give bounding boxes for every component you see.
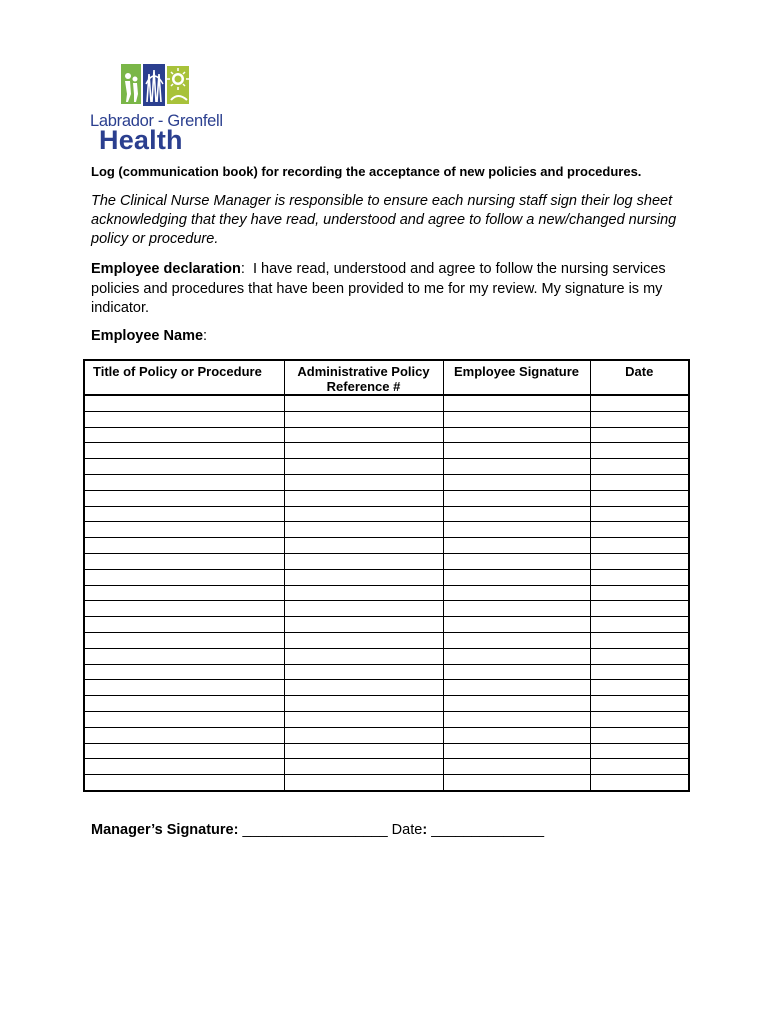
- title-cell[interactable]: [84, 506, 284, 522]
- signature-cell[interactable]: [443, 632, 590, 648]
- title-cell[interactable]: [84, 727, 284, 743]
- signature-cell[interactable]: [443, 427, 590, 443]
- date-cell[interactable]: [590, 617, 689, 633]
- signature-cell[interactable]: [443, 775, 590, 791]
- signature-cell[interactable]: [443, 474, 590, 490]
- organization-logo: [88, 60, 233, 155]
- date-cell[interactable]: [590, 711, 689, 727]
- signature-cell[interactable]: [443, 601, 590, 617]
- manager-signature-label: Manager’s Signature:: [91, 822, 239, 838]
- reference-cell[interactable]: [284, 648, 443, 664]
- table-row: [84, 411, 689, 427]
- table-row: [84, 395, 689, 411]
- title-cell[interactable]: [84, 617, 284, 633]
- title-cell[interactable]: [84, 585, 284, 601]
- date-cell[interactable]: [590, 443, 689, 459]
- date-cell[interactable]: [590, 506, 689, 522]
- table-row: [84, 443, 689, 459]
- reference-cell[interactable]: [284, 569, 443, 585]
- signature-cell[interactable]: [443, 411, 590, 427]
- table-body: [84, 395, 689, 791]
- signature-cell[interactable]: [443, 585, 590, 601]
- employee-name-line: [91, 328, 207, 344]
- title-cell[interactable]: [84, 411, 284, 427]
- signature-cell[interactable]: [443, 664, 590, 680]
- column-header-title: Title of Policy or Procedure: [84, 360, 284, 395]
- table-row: [84, 775, 689, 791]
- reference-cell[interactable]: [284, 474, 443, 490]
- title-cell[interactable]: [84, 443, 284, 459]
- log-title: Log (communication book) for recording the acceptance of new policies and procedures.: [91, 164, 642, 179]
- signature-cell[interactable]: [443, 711, 590, 727]
- logo-org-name-health: Health: [99, 125, 183, 155]
- title-cell[interactable]: [84, 522, 284, 538]
- manager-date-blank[interactable]: ______________: [431, 822, 545, 838]
- date-cell[interactable]: [590, 490, 689, 506]
- table-row: [84, 727, 689, 743]
- date-cell[interactable]: [590, 696, 689, 712]
- date-cell[interactable]: [590, 585, 689, 601]
- date-cell[interactable]: [590, 474, 689, 490]
- title-cell[interactable]: [84, 632, 284, 648]
- signature-cell[interactable]: [443, 459, 590, 475]
- table-row: [84, 538, 689, 554]
- title-cell[interactable]: [84, 474, 284, 490]
- reference-cell[interactable]: [284, 680, 443, 696]
- signature-cell[interactable]: [443, 490, 590, 506]
- title-cell[interactable]: [84, 743, 284, 759]
- date-cell[interactable]: [590, 395, 689, 411]
- manager-date-label: Date: [391, 822, 423, 838]
- signature-cell[interactable]: [443, 443, 590, 459]
- table-row: [84, 569, 689, 585]
- table-row: [84, 427, 689, 443]
- table-row: [84, 506, 689, 522]
- table-row: [84, 648, 689, 664]
- declaration-colon: :: [240, 261, 245, 277]
- signature-cell[interactable]: [443, 696, 590, 712]
- declaration-text: I have read, understood and agree to follow the nursing services policies and procedures that have been provided to me for my review. My signature is my indicator.: [91, 261, 666, 316]
- reference-cell[interactable]: [284, 617, 443, 633]
- reference-cell[interactable]: [284, 411, 443, 427]
- date-cell[interactable]: [590, 553, 689, 569]
- employee-name-colon: :: [203, 328, 208, 344]
- signature-cell[interactable]: [443, 617, 590, 633]
- signature-cell[interactable]: [443, 759, 590, 775]
- date-cell[interactable]: [590, 411, 689, 427]
- signature-cell[interactable]: [443, 569, 590, 585]
- title-cell[interactable]: [84, 711, 284, 727]
- date-cell[interactable]: [590, 680, 689, 696]
- employee-name-label: Employee Name: [91, 328, 204, 344]
- table-row: [84, 664, 689, 680]
- date-cell[interactable]: [590, 459, 689, 475]
- reference-cell[interactable]: [284, 553, 443, 569]
- table-row: [84, 743, 689, 759]
- reference-cell[interactable]: [284, 459, 443, 475]
- signature-cell[interactable]: [443, 538, 590, 554]
- employee-declaration: [91, 260, 691, 319]
- reference-cell[interactable]: [284, 585, 443, 601]
- column-header-signature: Employee Signature: [443, 360, 590, 395]
- column-header-reference: Administrative Policy Reference #: [284, 360, 443, 395]
- title-cell[interactable]: [84, 569, 284, 585]
- policy-log-table: [83, 359, 690, 792]
- date-cell[interactable]: [590, 538, 689, 554]
- reference-cell[interactable]: [284, 395, 443, 411]
- date-cell[interactable]: [590, 743, 689, 759]
- table-row: [84, 474, 689, 490]
- manager-date-colon: :: [422, 822, 428, 838]
- reference-cell[interactable]: [284, 759, 443, 775]
- date-cell[interactable]: [590, 569, 689, 585]
- reference-cell[interactable]: [284, 727, 443, 743]
- table-row: [84, 680, 689, 696]
- table-row: [84, 696, 689, 712]
- table-row: [84, 601, 689, 617]
- title-cell[interactable]: [84, 395, 284, 411]
- title-cell[interactable]: [84, 759, 284, 775]
- title-cell[interactable]: [84, 427, 284, 443]
- signature-cell[interactable]: [443, 506, 590, 522]
- reference-cell[interactable]: [284, 506, 443, 522]
- date-cell[interactable]: [590, 775, 689, 791]
- date-cell[interactable]: [590, 648, 689, 664]
- date-cell[interactable]: [590, 727, 689, 743]
- reference-cell[interactable]: [284, 664, 443, 680]
- table-row: [84, 522, 689, 538]
- table-header-row: [84, 360, 689, 395]
- title-cell[interactable]: [84, 696, 284, 712]
- signature-cell[interactable]: [443, 522, 590, 538]
- reference-cell[interactable]: [284, 538, 443, 554]
- signature-cell[interactable]: [443, 553, 590, 569]
- table-row: [84, 459, 689, 475]
- title-cell[interactable]: [84, 680, 284, 696]
- reference-cell[interactable]: [284, 743, 443, 759]
- column-header-date: Date: [590, 360, 689, 395]
- date-cell[interactable]: [590, 664, 689, 680]
- table-row: [84, 585, 689, 601]
- title-cell[interactable]: [84, 775, 284, 791]
- logo-org-name: Labrador - Grenfell: [90, 112, 223, 130]
- reference-cell[interactable]: [284, 632, 443, 648]
- title-cell[interactable]: [84, 553, 284, 569]
- title-cell[interactable]: [84, 490, 284, 506]
- signature-cell[interactable]: [443, 680, 590, 696]
- title-cell[interactable]: [84, 601, 284, 617]
- signature-cell[interactable]: [443, 727, 590, 743]
- manager-signature-blank[interactable]: __________________: [242, 822, 388, 838]
- title-cell[interactable]: [84, 648, 284, 664]
- signature-cell[interactable]: [443, 648, 590, 664]
- date-cell[interactable]: [590, 522, 689, 538]
- date-cell[interactable]: [590, 632, 689, 648]
- reference-cell[interactable]: [284, 522, 443, 538]
- table-row: [84, 632, 689, 648]
- reference-cell[interactable]: [284, 601, 443, 617]
- date-cell[interactable]: [590, 427, 689, 443]
- reference-cell[interactable]: [284, 696, 443, 712]
- table-row: [84, 553, 689, 569]
- reference-cell[interactable]: [284, 775, 443, 791]
- table-row: [84, 711, 689, 727]
- reference-cell[interactable]: [284, 711, 443, 727]
- logo-mark-icon: [121, 64, 189, 106]
- reference-cell[interactable]: [284, 490, 443, 506]
- title-cell[interactable]: [84, 538, 284, 554]
- title-cell[interactable]: [84, 664, 284, 680]
- manager-signature-line: [91, 822, 544, 838]
- table-row: [84, 759, 689, 775]
- responsibility-statement: The Clinical Nurse Manager is responsible to ensure each nursing staff sign their log sheet acknowledging that they have read, understood and agree to follow a new/changed nursing policy or procedure.: [91, 193, 677, 247]
- table-row: [84, 490, 689, 506]
- date-cell[interactable]: [590, 601, 689, 617]
- signature-cell[interactable]: [443, 743, 590, 759]
- date-cell[interactable]: [590, 759, 689, 775]
- table-row: [84, 617, 689, 633]
- signature-cell[interactable]: [443, 395, 590, 411]
- declaration-label: Employee declaration: [91, 261, 241, 277]
- title-cell[interactable]: [84, 459, 284, 475]
- reference-cell[interactable]: [284, 443, 443, 459]
- reference-cell[interactable]: [284, 427, 443, 443]
